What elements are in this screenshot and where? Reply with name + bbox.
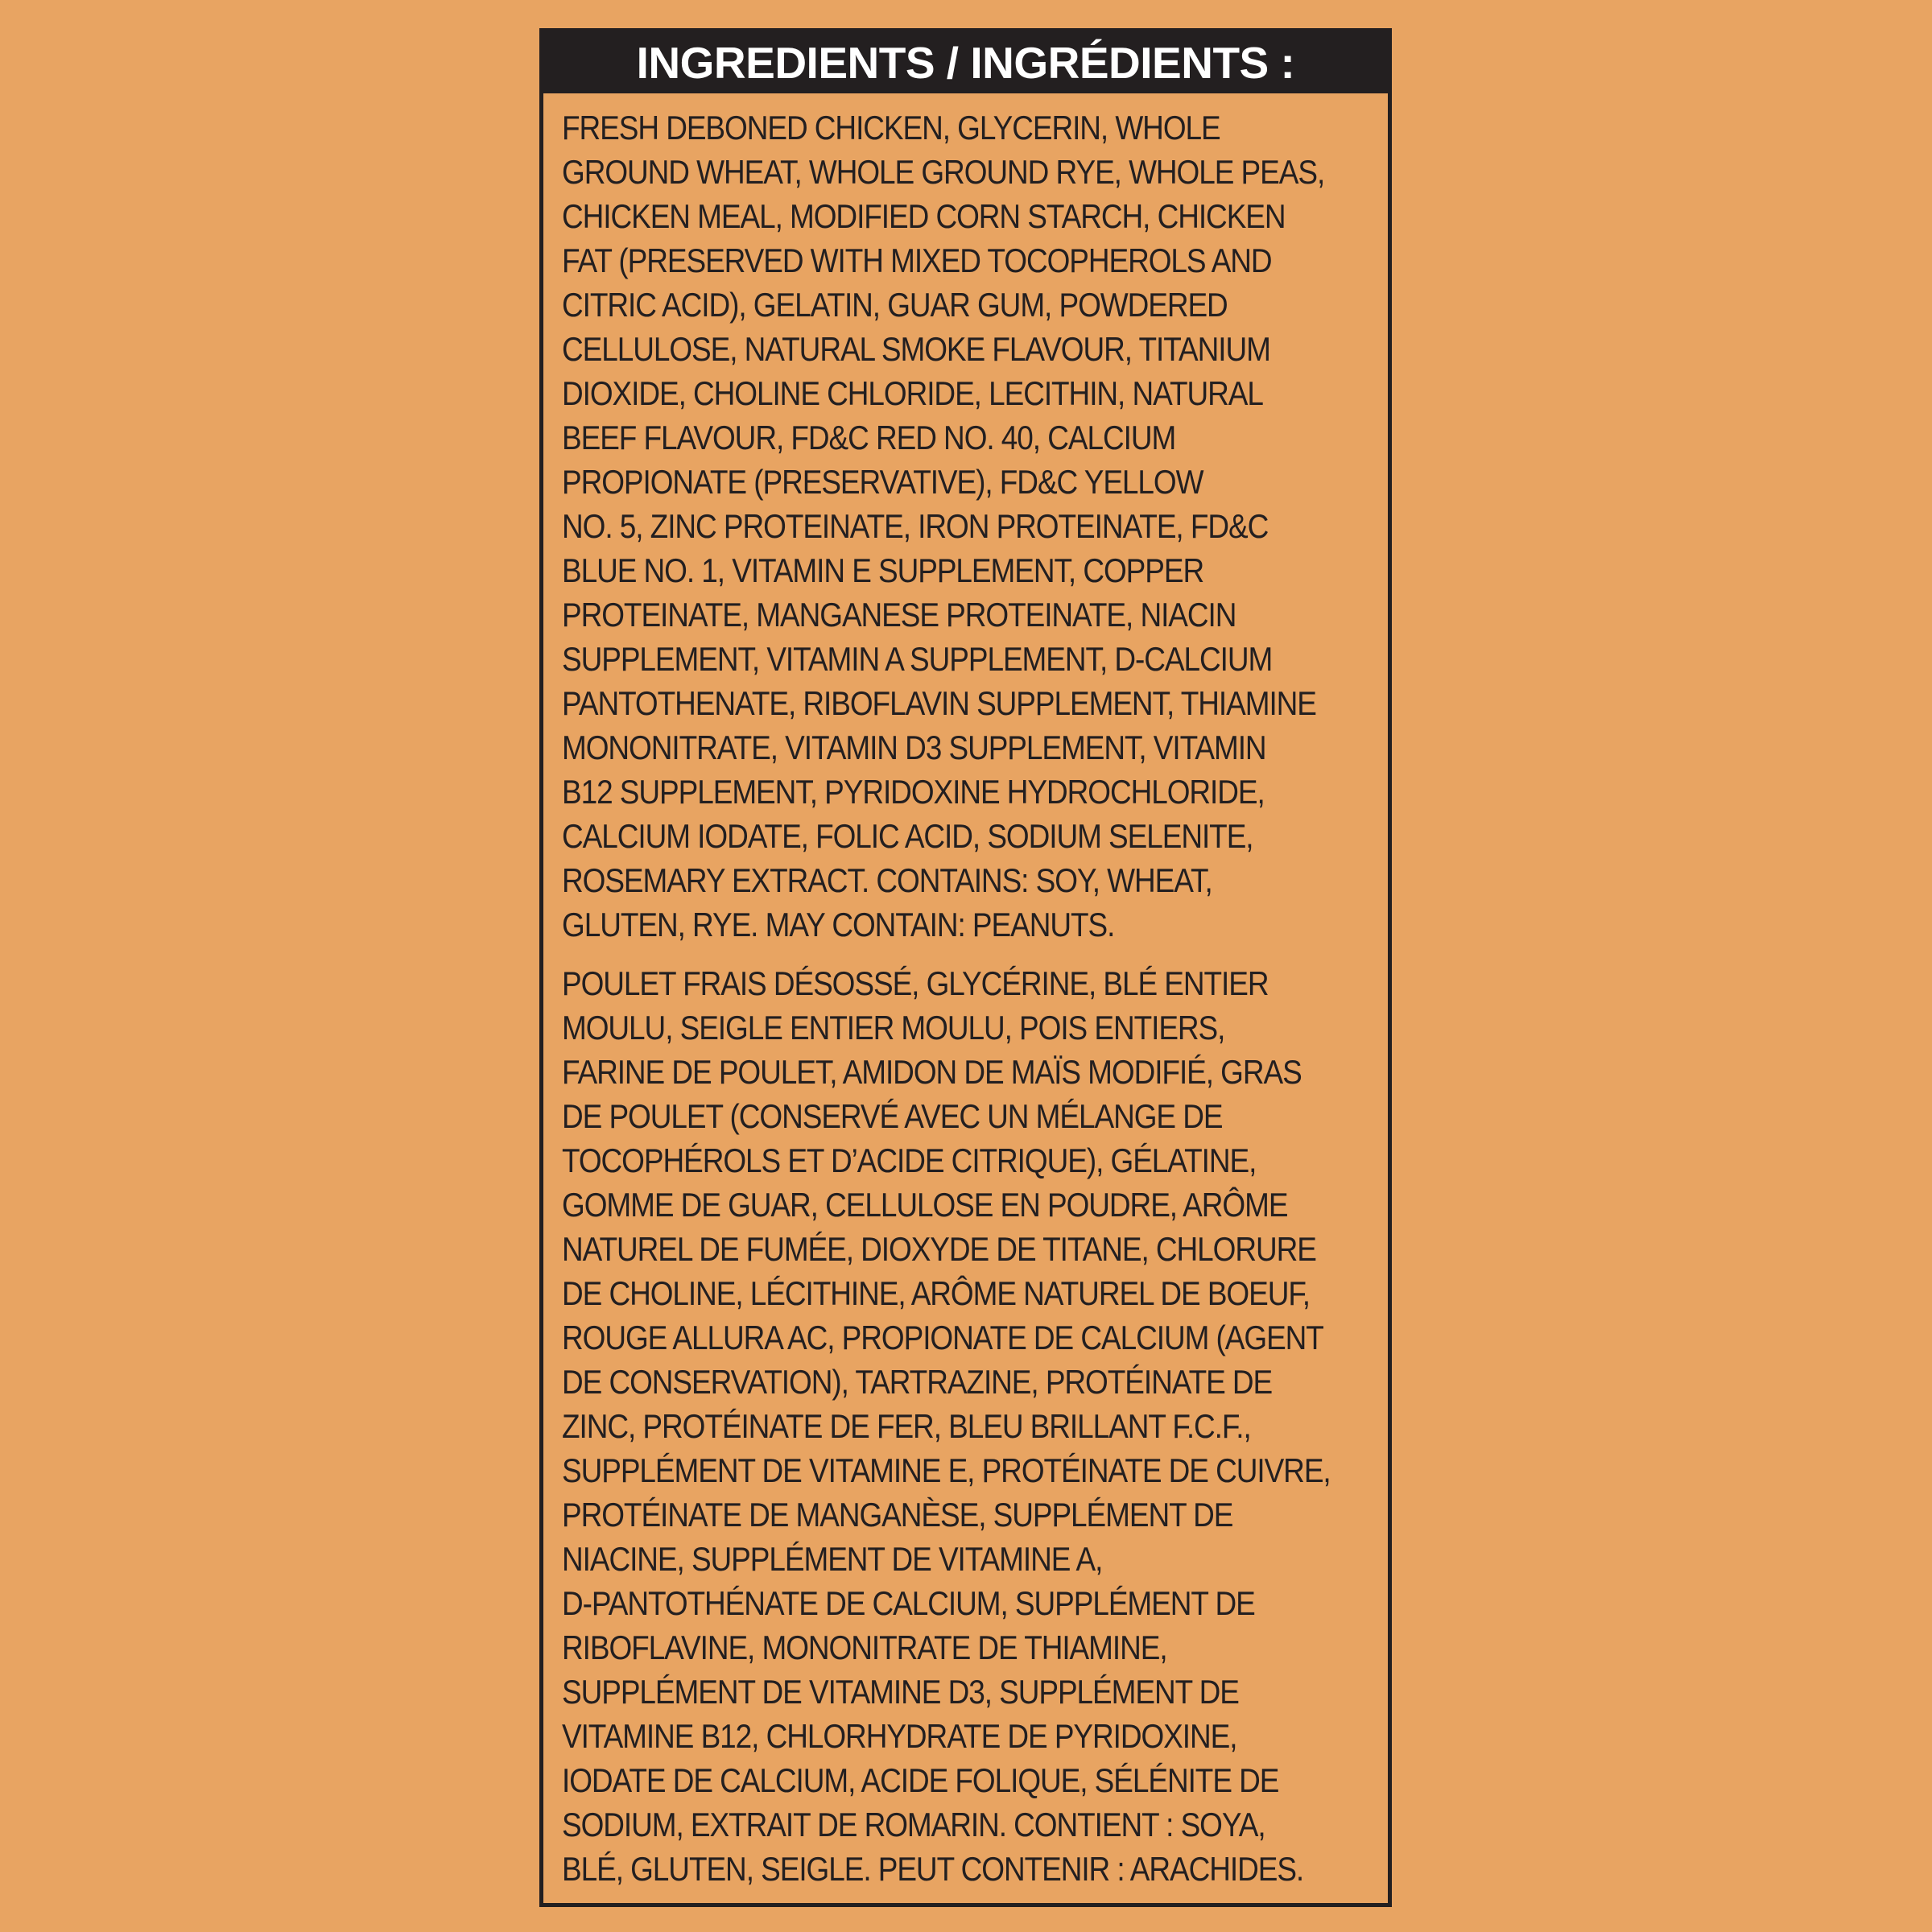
ingredient-line-en: BEEF FLAVOUR, FD&C RED NO. 40, CALCIUM <box>562 419 1176 456</box>
ingredient-line-fr: DE CONSERVATION), TARTRAZINE, PROTÉINATE DE <box>562 1363 1273 1401</box>
ingredient-line-fr: DE POULET (CONSERVÉ AVEC UN MÉLANGE DE <box>562 1097 1223 1135</box>
ingredient-line-en: DIOXIDE, CHOLINE CHLORIDE, LECITHIN, NATURAL <box>562 374 1263 412</box>
ingredient-line-fr: NIACINE, SUPPLÉMENT DE VITAMINE A, <box>562 1540 1103 1578</box>
ingredient-line-en: CHICKEN MEAL, MODIFIED CORN STARCH, CHICKEN <box>562 197 1286 235</box>
ingredient-line-fr: GOMME DE GUAR, CELLULOSE EN POUDRE, ARÔME <box>562 1186 1288 1224</box>
ingredient-line-en: SUPPLEMENT, VITAMIN A SUPPLEMENT, D-CALCIUM <box>562 640 1273 678</box>
ingredient-line-en: FRESH DEBONED CHICKEN, GLYCERIN, WHOLE <box>562 109 1220 147</box>
ingredient-line-fr: RIBOFLAVINE, MONONITRATE DE THIAMINE, <box>562 1629 1167 1666</box>
ingredient-line-fr: ROUGE ALLURA AC, PROPIONATE DE CALCIUM (AGENT <box>562 1319 1323 1356</box>
ingredient-line-fr: SODIUM, EXTRAIT DE ROMARIN. CONTIENT : SOYA, <box>562 1806 1265 1843</box>
ingredients-french <box>562 961 1331 1891</box>
ingredient-line-fr: PROTÉINATE DE MANGANÈSE, SUPPLÉMENT DE <box>562 1496 1233 1534</box>
ingredient-line-en: GLUTEN, RYE. MAY CONTAIN: PEANUTS. <box>562 906 1115 943</box>
ingredient-line-en: CELLULOSE, NATURAL SMOKE FLAVOUR, TITANIUM <box>562 330 1270 368</box>
ingredient-line-fr: MOULU, SEIGLE ENTIER MOULU, POIS ENTIERS, <box>562 1009 1225 1046</box>
ingredient-line-en: MONONITRATE, VITAMIN D3 SUPPLEMENT, VITAMIN <box>562 729 1266 766</box>
ingredient-line-fr: DE CHOLINE, LÉCITHINE, ARÔME NATUREL DE BOEUF, <box>562 1274 1310 1312</box>
ingredient-line-en: FAT (PRESERVED WITH MIXED TOCOPHEROLS AND <box>562 242 1272 279</box>
ingredient-line-fr: POULET FRAIS DÉSOSSÉ, GLYCÉRINE, BLÉ ENTIER <box>562 964 1269 1002</box>
ingredient-line-fr: NATUREL DE FUMÉE, DIOXYDE DE TITANE, CHLORURE <box>562 1230 1316 1268</box>
ingredient-line-fr: D-PANTOTHÉNATE DE CALCIUM, SUPPLÉMENT DE <box>562 1584 1255 1622</box>
ingredient-line-en: GROUND WHEAT, WHOLE GROUND RYE, WHOLE PEAS, <box>562 153 1325 191</box>
ingredient-line-en: NO. 5, ZINC PROTEINATE, IRON PROTEINATE, FD&C <box>562 507 1269 545</box>
ingredient-line-en: B12 SUPPLEMENT, PYRIDOXINE HYDROCHLORIDE, <box>562 773 1265 811</box>
ingredient-line-fr: ZINC, PROTÉINATE DE FER, BLEU BRILLANT F.C.F., <box>562 1407 1251 1445</box>
ingredient-line-en: ROSEMARY EXTRACT. CONTAINS: SOY, WHEAT, <box>562 861 1212 899</box>
ingredients-english <box>562 105 1325 947</box>
ingredient-line-fr: FARINE DE POULET, AMIDON DE MAÏS MODIFIÉ, GRAS <box>562 1053 1302 1091</box>
ingredient-line-en: PROPIONATE (PRESERVATIVE), FD&C YELLOW <box>562 463 1203 501</box>
ingredient-line-fr: BLÉ, GLUTEN, SEIGLE. PEUT CONTENIR : ARACHIDES. <box>562 1850 1304 1888</box>
ingredient-line-en: PANTOTHENATE, RIBOFLAVIN SUPPLEMENT, THIAMINE <box>562 684 1316 722</box>
ingredient-line-en: BLUE NO. 1, VITAMIN E SUPPLEMENT, COPPER <box>562 551 1204 589</box>
ingredients-panel <box>539 28 1392 1907</box>
ingredients-heading: INGREDIENTS / INGRÉDIENTS : <box>543 32 1388 93</box>
ingredient-line-fr: SUPPLÉMENT DE VITAMINE E, PROTÉINATE DE CUIVRE, <box>562 1451 1331 1489</box>
ingredient-line-fr: TOCOPHÉROLS ET D’ACIDE CITRIQUE), GÉLATINE, <box>562 1141 1257 1179</box>
ingredient-line-en: CITRIC ACID), GELATIN, GUAR GUM, POWDERED <box>562 286 1228 324</box>
ingredient-line-en: CALCIUM IODATE, FOLIC ACID, SODIUM SELENITE, <box>562 817 1253 855</box>
ingredient-line-fr: VITAMINE B12, CHLORHYDRATE DE PYRIDOXINE, <box>562 1717 1237 1755</box>
ingredient-line-fr: IODATE DE CALCIUM, ACIDE FOLIQUE, SÉLÉNITE DE <box>562 1761 1279 1799</box>
ingredient-line-fr: SUPPLÉMENT DE VITAMINE D3, SUPPLÉMENT DE <box>562 1673 1239 1711</box>
ingredient-line-en: PROTEINATE, MANGANESE PROTEINATE, NIACIN <box>562 596 1236 634</box>
